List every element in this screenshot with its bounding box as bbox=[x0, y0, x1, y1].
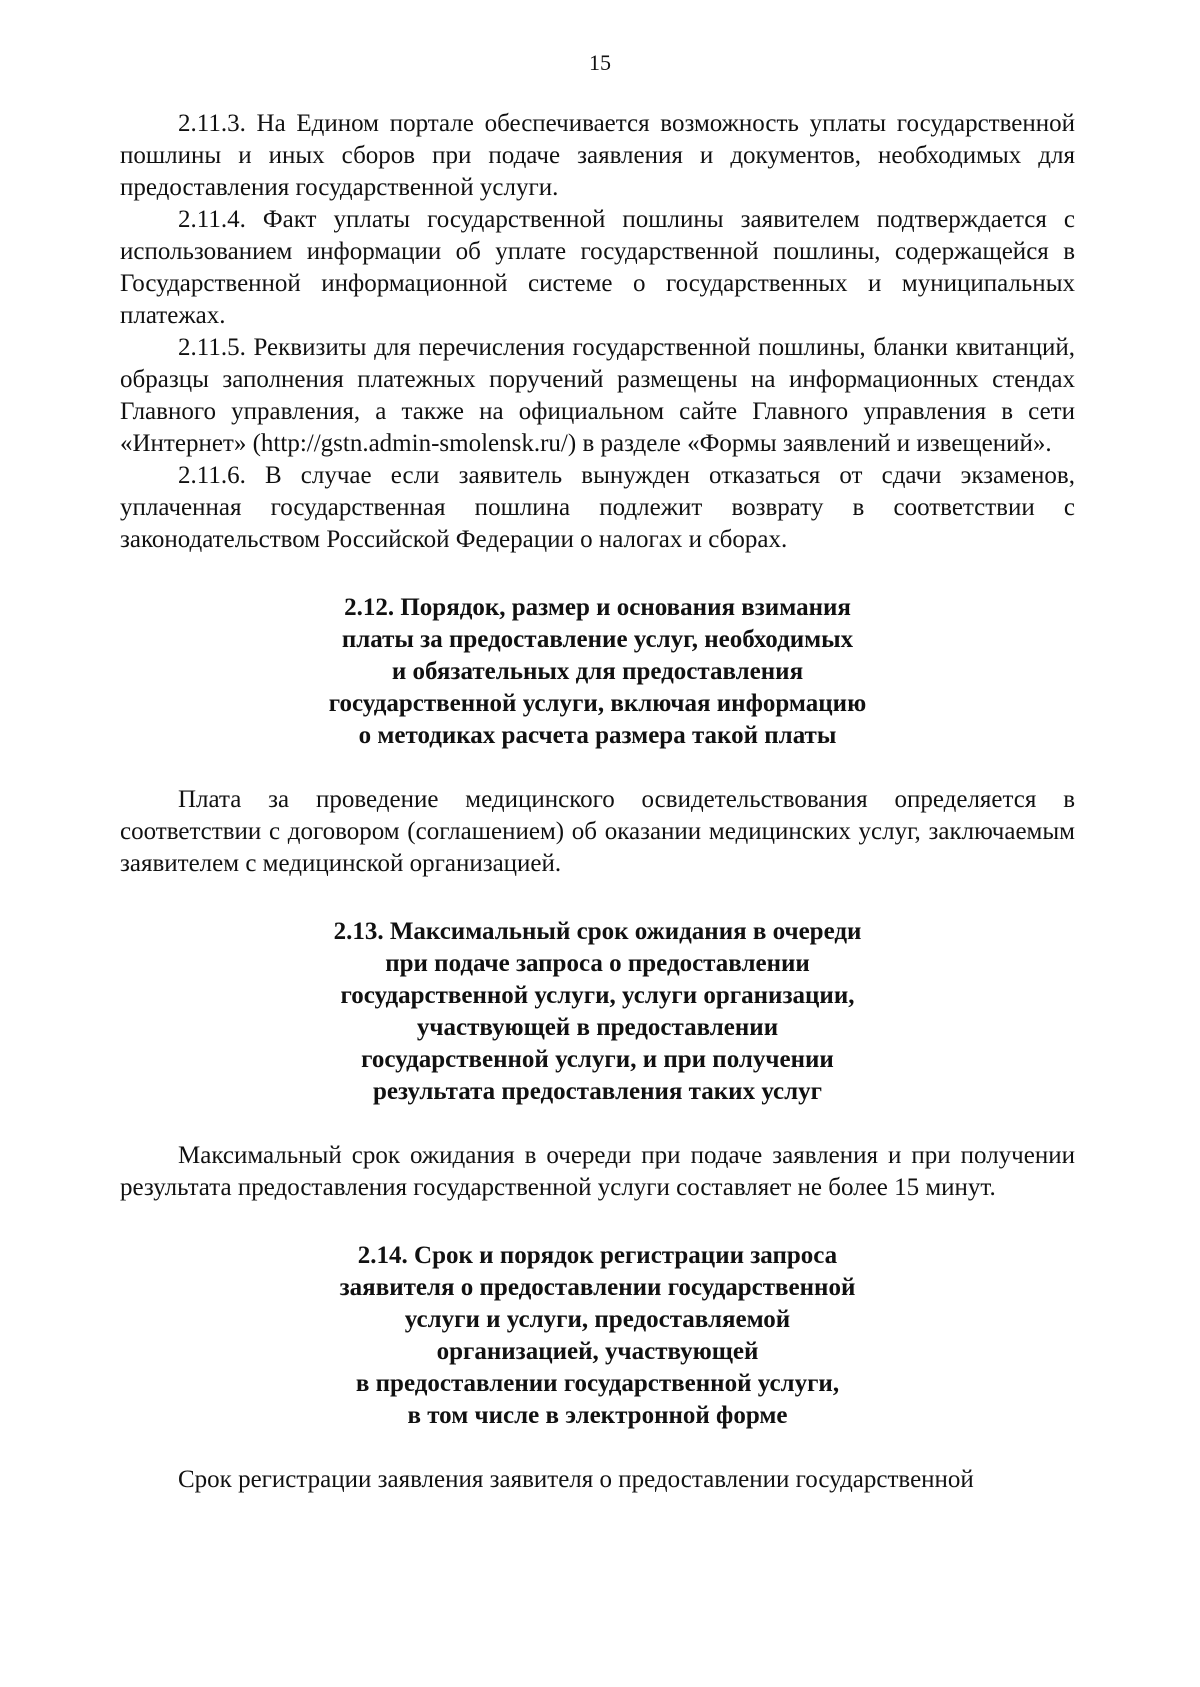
heading-2-12 bbox=[120, 592, 1075, 752]
heading-line: государственной услуги, включая информацию bbox=[328, 690, 867, 717]
heading-line: участвующей в предоставлении bbox=[416, 1014, 779, 1041]
page-number: 15 bbox=[589, 50, 611, 75]
heading-2-13 bbox=[120, 916, 1075, 1108]
heading-line: услуги и услуги, предоставляемой bbox=[404, 1306, 791, 1333]
paragraph-2-14-text: Срок регистрации заявления заявителя о предоставлении государственной bbox=[178, 1466, 974, 1493]
heading-line: государственной услуги, и при получении bbox=[361, 1046, 834, 1073]
heading-line: государственной услуги, услуги организации, bbox=[340, 982, 855, 1009]
paragraph-2-11-5: 2.11.5. Реквизиты для перечисления государственной пошлины, бланки квитанций, образцы заполнения платежных поручений размещены на информационных стендах Главного управления, а также на официальном сайте Главного управления в сети «Интернет» (http://gstn.admin-smolensk.ru/) в разделе «Формы заявлений и извещений». bbox=[120, 334, 1075, 457]
heading-line: 2.13. Максимальный срок ожидания в очереди bbox=[333, 918, 862, 945]
heading-line: 2.14. Срок и порядок регистрации запроса bbox=[357, 1242, 838, 1269]
paragraph-2-13-text: Максимальный срок ожидания в очереди при подаче заявления и при получении результата предоставления государственной услуги составляет не более 15 минут. bbox=[120, 1142, 1075, 1201]
paragraph-2-11-6: 2.11.6. В случае если заявитель вынужден отказаться от сдачи экзаменов, уплаченная государственная пошлина подлежит возврату в соответствии с законодательством Российской Федерации о налогах и сборах. bbox=[120, 462, 1075, 553]
heading-line: при подаче запроса о предоставлении bbox=[385, 950, 810, 977]
heading-line: о методиках расчета размера такой платы bbox=[358, 722, 837, 749]
paragraph-2-12-text: Плата за проведение медицинского освидетельствования определяется в соответствии с договором (соглашением) об оказании медицинских услуг, заключаемым заявителем с медицинской организацией. bbox=[120, 786, 1075, 877]
heading-line: платы за предоставление услуг, необходимых bbox=[341, 626, 854, 653]
heading-line: и обязательных для предоставления bbox=[391, 658, 804, 685]
heading-2-14 bbox=[120, 1240, 1075, 1432]
heading-line: результата предоставления таких услуг bbox=[372, 1078, 823, 1105]
heading-line: 2.12. Порядок, размер и основания взимания bbox=[344, 594, 851, 621]
document-body bbox=[120, 108, 1075, 1496]
heading-line: в том числе в электронной форме bbox=[407, 1402, 788, 1429]
paragraph-2-11-4: 2.11.4. Факт уплаты государственной пошлины заявителем подтверждается с использованием информации об уплате государственной пошлины, содержащейся в Государственной информационной системе о государственных и муниципальных платежах. bbox=[120, 206, 1075, 329]
heading-line: заявителя о предоставлении государственной bbox=[339, 1274, 856, 1301]
heading-line: организацией, участвующей bbox=[436, 1338, 759, 1365]
paragraph-2-11-3: 2.11.3. На Едином портале обеспечивается возможность уплаты государственной пошлины и иных сборов при подаче заявления и документов, необходимых для предоставления государственной услуги. bbox=[120, 110, 1075, 201]
heading-line: в предоставлении государственной услуги, bbox=[355, 1370, 840, 1397]
